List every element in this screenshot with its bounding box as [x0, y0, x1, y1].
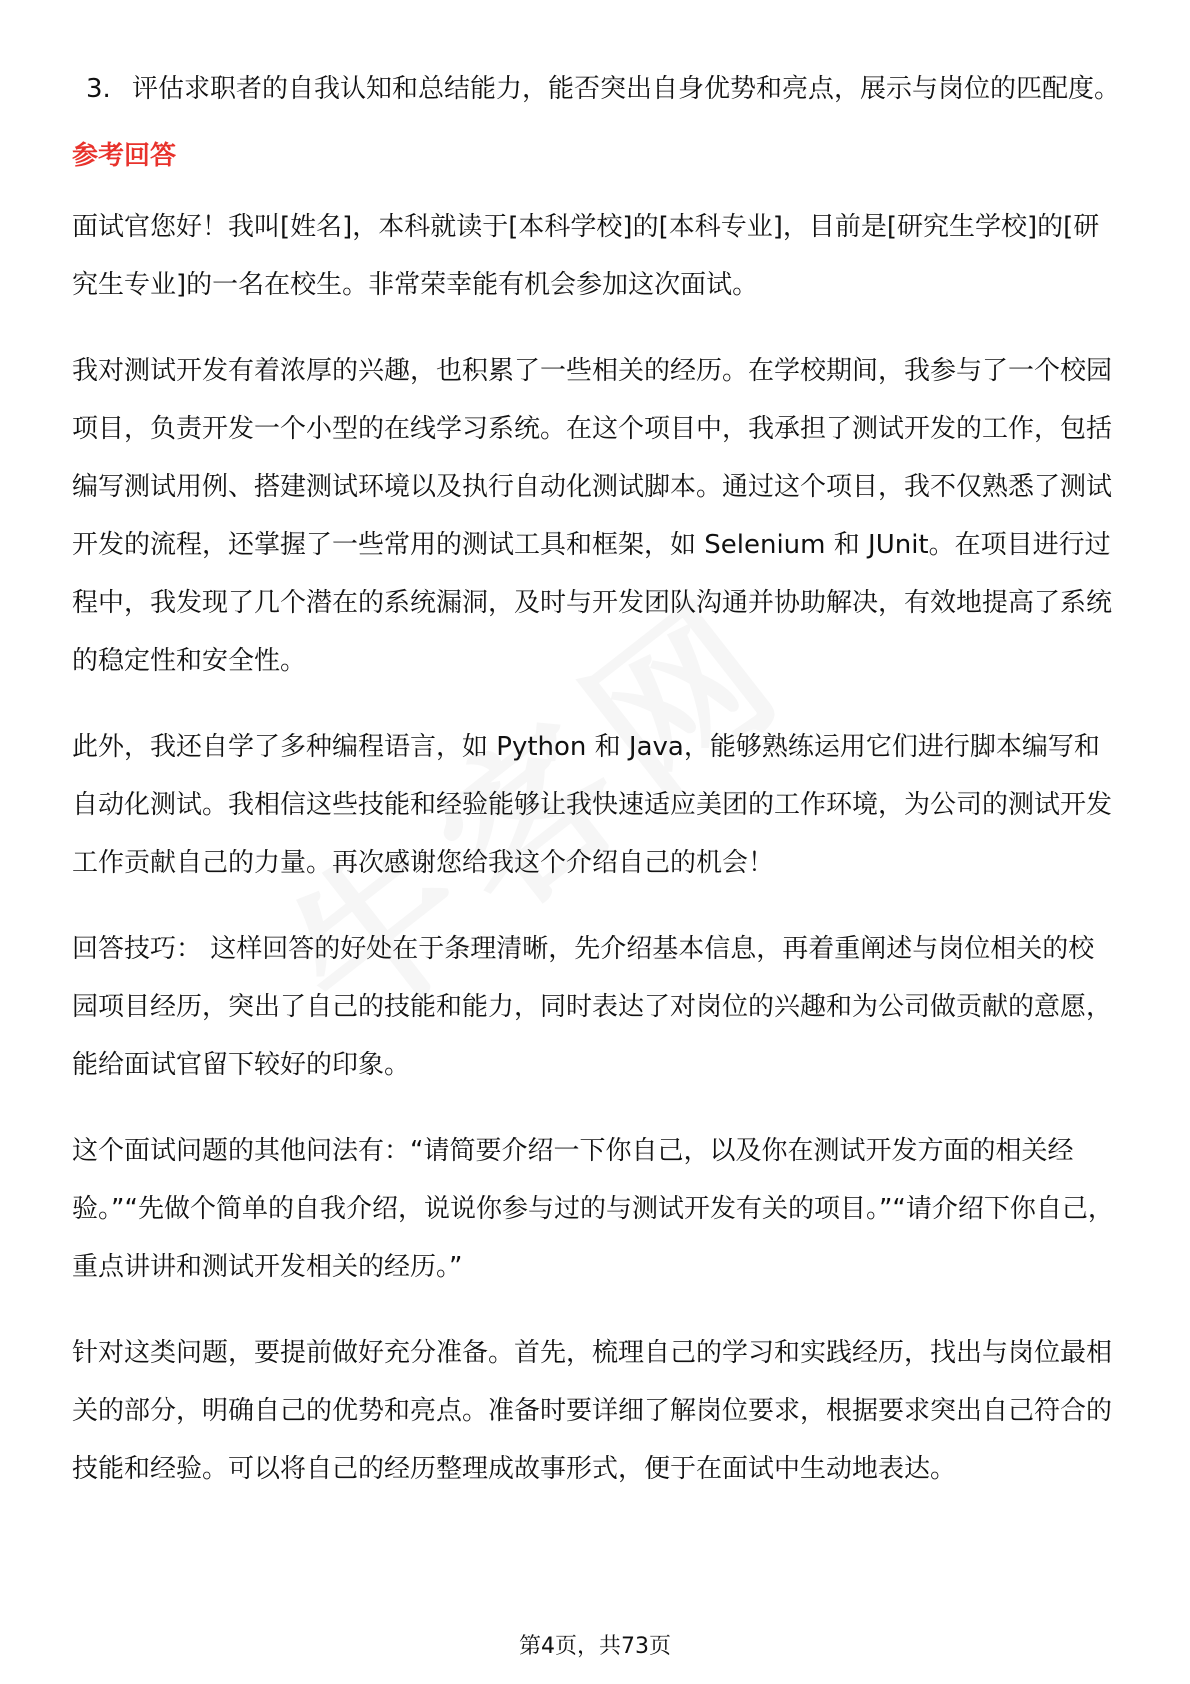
paragraph-alternatives: 这个面试问题的其他问法有：“请简要介绍一下你自己，以及你在测试开发方面的相关经验。”“先做个简单的自我介绍，说说你参与过的与测试开发有关的项目。”“请介绍下你自己，重点讲讲和测试开发相关的经历。” [72, 1136, 1114, 1282]
list-number: 3. [86, 74, 111, 104]
paragraph-tips: 回答技巧： 这样回答的好处在于条理清晰，先介绍基本信息，再着重阐述与岗位相关的校园项目经历，突出了自己的技能和能力，同时表达了对岗位的兴趣和为公司做贡献的意愿，能给面试官留下较好的印象。 [72, 934, 1113, 1080]
list-text: 评估求职者的自我认知和总结能力，能否突出自身优势和亮点，展示与岗位的匹配度。 [132, 74, 1121, 104]
paragraph-intro: 面试官您好！我叫[姓名]，本科就读于[本科学校]的[本科专业]，目前是[研究生学校]的[研究生专业]的一名在校生。非常荣幸能有机会参加这次面试。 [72, 212, 1100, 300]
page-footer: 第4页，共73页 [519, 1634, 671, 1659]
paragraph-preparation: 针对这类问题，要提前做好充分准备。首先，梳理自己的学习和实践经历，找出与岗位最相关的部分，明确自己的优势和亮点。准备时要详细了解岗位要求，根据要求突出自己符合的技能和经验。可以将自己的经历整理成故事形式，便于在面试中生动地表达。 [72, 1338, 1113, 1484]
paragraph-project: 我对测试开发有着浓厚的兴趣，也积累了一些相关的经历。在学校期间，我参与了一个校园项目，负责开发一个小型的在线学习系统。在这个项目中，我承担了测试开发的工作，包括编写测试用例、搭建测试环境以及执行自动化测试脚本。通过这个项目，我不仅熟悉了测试开发的流程，还掌握了一些常用的测试工具和框架，如 Selenium 和 JUnit。在项目进行过程中，我发现了几个潜在的系统漏洞，及时与开发团队沟通并协助解决，有效地提高了系统的稳定性和安全性。 [72, 356, 1113, 676]
section-heading: 参考回答 [72, 141, 177, 171]
page-content [72, 60, 1120, 1526]
paragraph-skills: 此外，我还自学了多种编程语言，如 Python 和 Java，能够熟练运用它们进行脚本编写和自动化测试。我相信这些技能和经验能够让我快速适应美团的工作环境，为公司的测试开发工作贡献自己的力量。再次感谢您给我这个介绍自己的机会！ [72, 732, 1113, 878]
list-item [72, 60, 1120, 118]
